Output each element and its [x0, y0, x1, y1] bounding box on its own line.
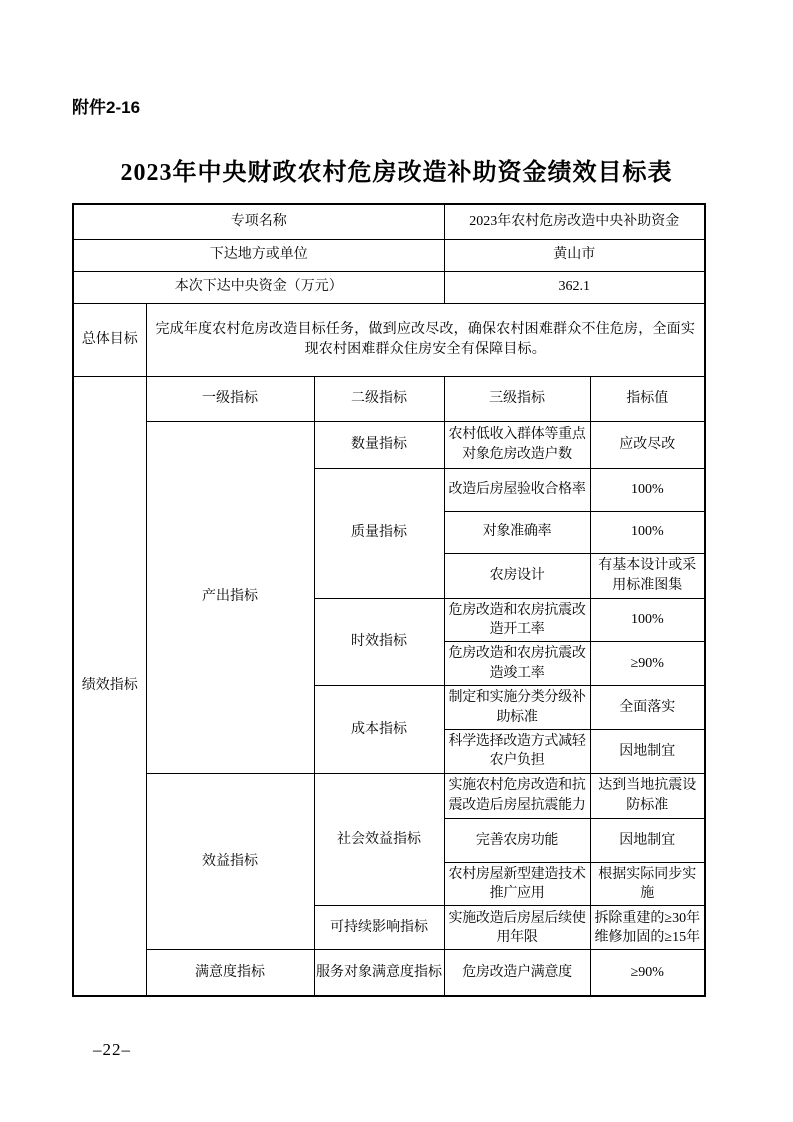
level2-social: 社会效益指标: [314, 773, 444, 906]
info-row: [73, 271, 705, 303]
header-level2: 二级指标: [314, 376, 444, 421]
indicator-row: [73, 421, 705, 468]
level3-cell: 实施农村危房改造和抗震改造后房屋抗震能力: [444, 773, 590, 818]
value-line-1: 拆除重建的≥30年: [594, 910, 701, 926]
overall-goal-label: 总体目标: [73, 303, 146, 376]
overall-goal-row: [73, 303, 705, 376]
level1-benefit: 效益指标: [146, 773, 314, 950]
attachment-label: 附件2-16: [72, 98, 141, 117]
level3-cell: 农房设计: [444, 553, 590, 598]
header-level1: 一级指标: [146, 376, 314, 421]
info-row: [73, 239, 705, 271]
value-cell: 100%: [590, 511, 705, 553]
value-cell: 因地制宜: [590, 818, 705, 862]
indicator-row: [73, 950, 705, 996]
header-value: 指标值: [590, 376, 705, 421]
level3-cell: 对象准确率: [444, 511, 590, 553]
level3-cell: 农村房屋新型建造技术推广应用: [444, 862, 590, 906]
indicator-header-row: [73, 376, 705, 421]
value-line-2: 维修加固的≥15年: [594, 929, 701, 945]
level3-cell: 农村低收入群体等重点对象危房改造户数: [444, 421, 590, 468]
value-cell: [590, 906, 705, 950]
level1-satisfaction: 满意度指标: [146, 950, 314, 996]
level3-cell: 危房改造和农房抗震改造开工率: [444, 598, 590, 642]
value-cell: 根据实际同步实施: [590, 862, 705, 906]
level3-cell: 改造后房屋验收合格率: [444, 468, 590, 511]
level1-output: 产出指标: [146, 421, 314, 773]
value-cell: 因地制宜: [590, 730, 705, 774]
level3-cell: 制定和实施分类分级补助标准: [444, 686, 590, 730]
region-value: 黄山市: [444, 239, 705, 271]
level2-service: 服务对象满意度指标: [314, 950, 444, 996]
performance-target-table: [72, 203, 706, 997]
value-cell: 应改尽改: [590, 421, 705, 468]
overall-goal-text: 完成年度农村危房改造目标任务，做到应改尽改，确保农村困难群众不住危房，全面实现农村困难群众住房安全有保障目标。: [146, 303, 705, 376]
performance-section-label: 绩效指标: [73, 376, 146, 996]
page-number: –22–: [93, 1040, 131, 1059]
level2-timeliness: 时效指标: [314, 598, 444, 686]
level3-cell: 完善农房功能: [444, 818, 590, 862]
fund-amount-label: 本次下达中央资金（万元）: [73, 271, 444, 303]
info-row: [73, 204, 705, 239]
level3-cell: 危房改造户满意度: [444, 950, 590, 996]
level2-quality: 质量指标: [314, 468, 444, 598]
level3-cell: 危房改造和农房抗震改造竣工率: [444, 642, 590, 686]
level2-cost: 成本指标: [314, 686, 444, 774]
value-cell: ≥90%: [590, 950, 705, 996]
indicator-row: [73, 773, 705, 818]
value-cell: 全面落实: [590, 686, 705, 730]
value-cell: 100%: [590, 598, 705, 642]
header-level3: 三级指标: [444, 376, 590, 421]
value-cell: ≥90%: [590, 642, 705, 686]
region-label: 下达地方或单位: [73, 239, 444, 271]
level3-cell: 实施改造后房屋后续使用年限: [444, 906, 590, 950]
level2-quantity: 数量指标: [314, 421, 444, 468]
level2-sustain: 可持续影响指标: [314, 906, 444, 950]
fund-amount-value: 362.1: [444, 271, 705, 303]
spec-name-value: 2023年农村危房改造中央补助资金: [444, 204, 705, 239]
value-cell: 100%: [590, 468, 705, 511]
spec-name-label: 专项名称: [73, 204, 444, 239]
value-cell: 有基本设计或采用标准图集: [590, 553, 705, 598]
page-title: 2023年中央财政农村危房改造补助资金绩效目标表: [120, 160, 673, 186]
level3-cell: 科学选择改造方式减轻农户负担: [444, 730, 590, 774]
value-cell: 达到当地抗震设防标准: [590, 773, 705, 818]
